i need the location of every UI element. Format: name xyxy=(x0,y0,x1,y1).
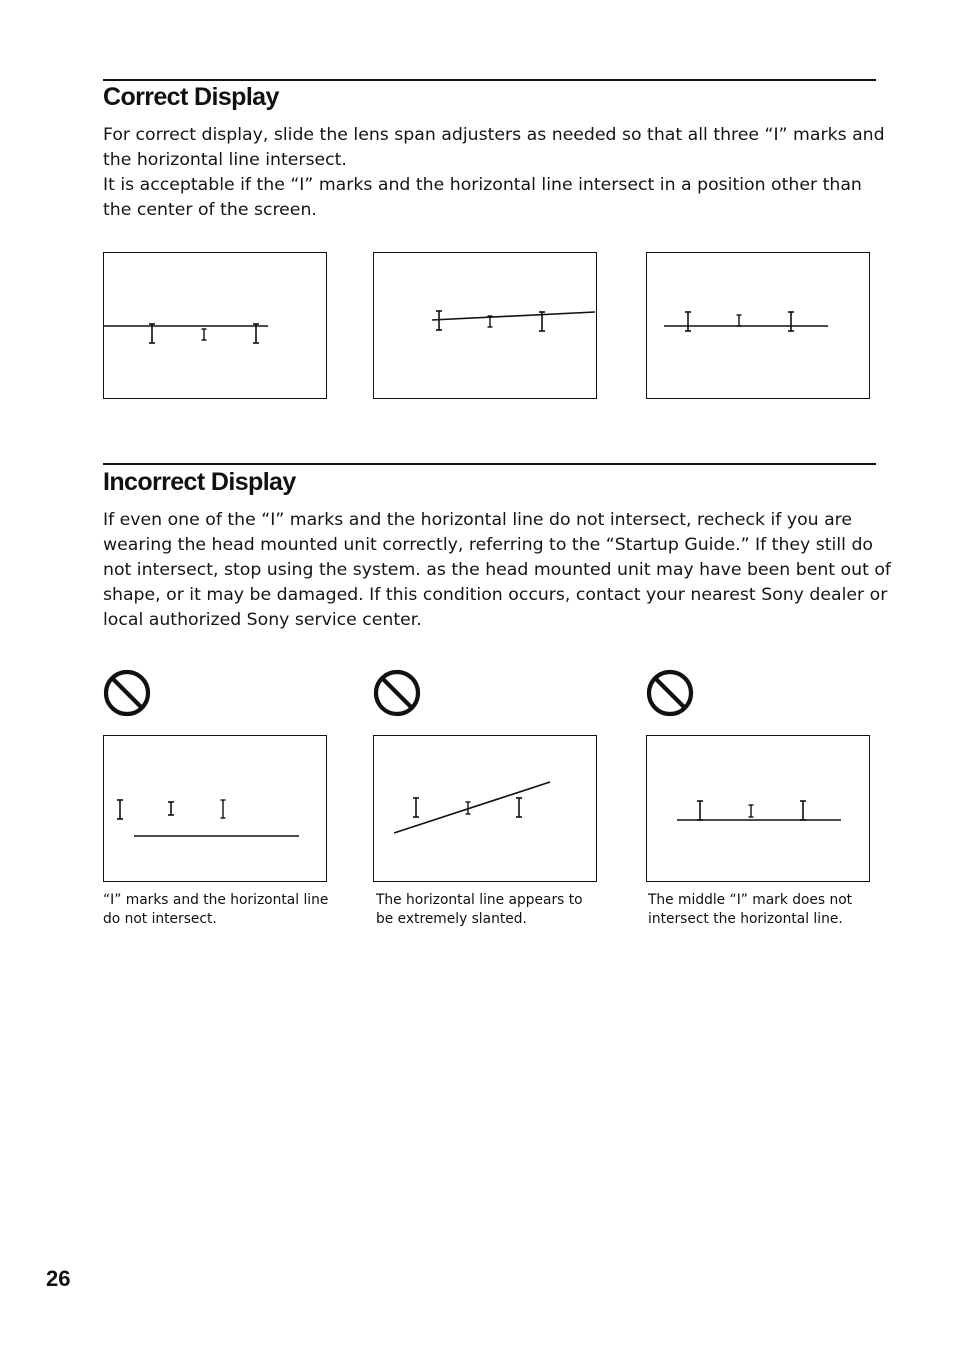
correct-example-diagram-2 xyxy=(374,253,598,400)
incorrect-display-text xyxy=(103,508,893,633)
i-mark xyxy=(685,312,691,331)
prohibited-icon xyxy=(646,669,694,717)
page-number: 26 xyxy=(46,1266,71,1291)
correct-example-tilted-line xyxy=(373,252,597,399)
section-divider-correct xyxy=(103,79,876,81)
i-mark xyxy=(516,798,522,817)
horizontal-line xyxy=(394,782,550,833)
incorrect-example-diagram-2 xyxy=(374,736,598,883)
correct-example-offset-line xyxy=(646,252,870,399)
i-mark xyxy=(749,805,754,817)
correct-display-heading: Correct Display xyxy=(103,83,279,111)
incorrect-example-slanted-line xyxy=(373,735,597,882)
i-mark xyxy=(697,801,703,820)
correct-display-text xyxy=(103,123,893,223)
incorrect-display-paragraph: If even one of the “I” marks and the horizontal line do not intersect, recheck if you are wearing the head mounted unit correctly, referring to the “Startup Guide.” If they still do not intersect, stop using the system. as the head mounted unit may have been bent out of shape, or it may be damaged. If this condition occurs, contact your nearest Sony dealer or local authorized Sony service center. xyxy=(103,510,891,630)
i-mark xyxy=(221,800,226,818)
prohibited-icon xyxy=(103,669,151,717)
prohibited-icon xyxy=(373,669,421,717)
incorrect-example-diagram-1 xyxy=(104,736,328,883)
i-mark xyxy=(202,329,207,340)
i-mark xyxy=(413,798,419,817)
incorrect-example-no-intersection xyxy=(103,735,327,882)
caption-slanted-line: The horizontal line appears to be extremely slanted. xyxy=(376,892,583,927)
i-mark xyxy=(168,802,174,815)
i-mark xyxy=(788,312,794,331)
correct-example-diagram-3 xyxy=(647,253,871,400)
incorrect-display-heading: Incorrect Display xyxy=(103,468,296,496)
correct-display-paragraph-2: It is acceptable if the “I” marks and the horizontal line intersect in a position other than the center of the screen. xyxy=(103,175,862,220)
caption-no-intersection: “I” marks and the horizontal line do not intersect. xyxy=(103,892,329,927)
incorrect-example-middle-mark-off xyxy=(646,735,870,882)
i-mark xyxy=(737,315,742,326)
i-mark xyxy=(253,324,259,343)
i-mark xyxy=(149,324,155,343)
i-mark xyxy=(117,800,123,819)
correct-display-paragraph-1: For correct display, slide the lens span adjusters as needed so that all three “I” marks and the horizontal line intersect. xyxy=(103,125,885,170)
incorrect-example-diagram-3 xyxy=(647,736,871,883)
horizontal-line xyxy=(432,312,595,320)
correct-example-diagram-1 xyxy=(104,253,328,400)
i-mark xyxy=(800,801,806,820)
caption-middle-mark: The middle “I” mark does not intersect the horizontal line. xyxy=(648,892,853,927)
correct-example-centered-line xyxy=(103,252,327,399)
section-divider-incorrect xyxy=(103,463,876,465)
